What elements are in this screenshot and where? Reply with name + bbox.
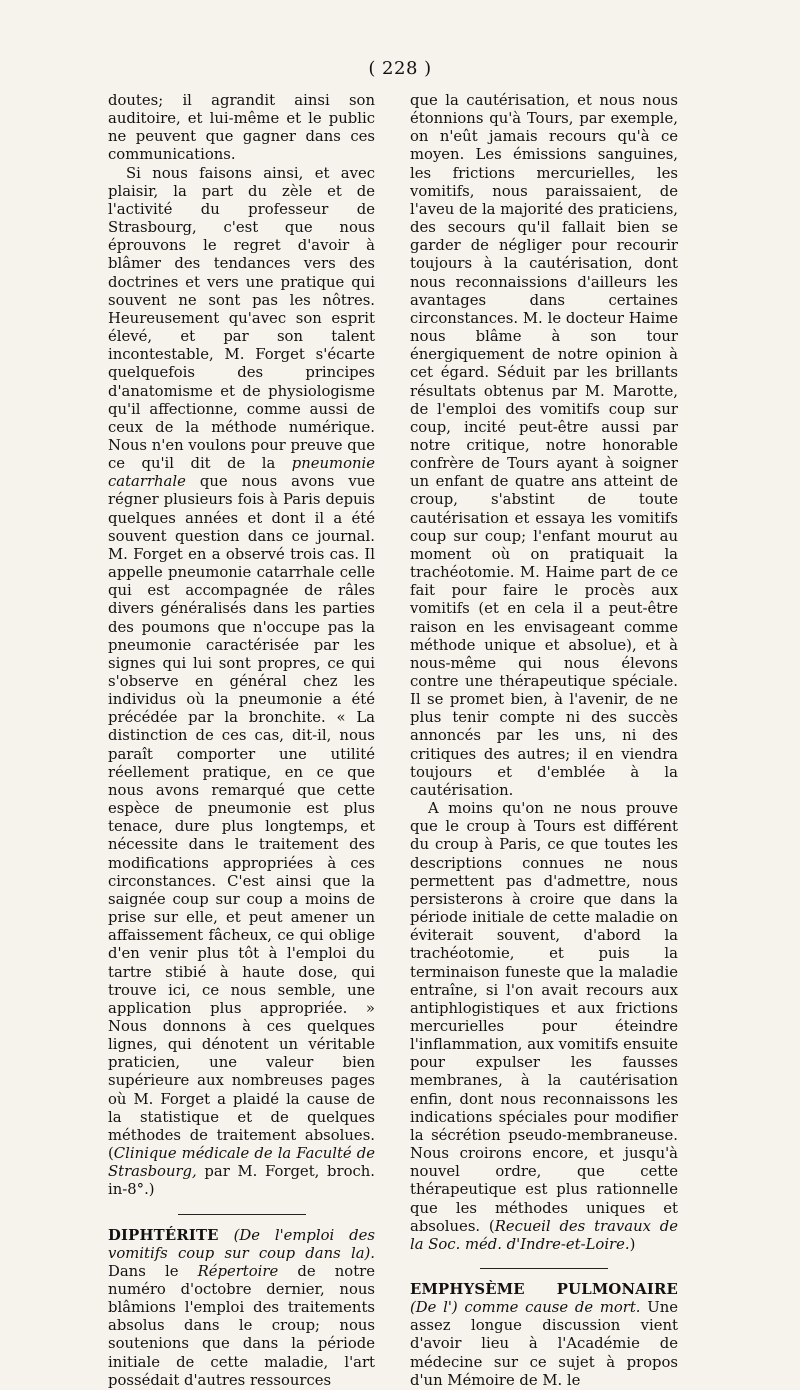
right-column [410, 92, 678, 1390]
paragraph: doutes; il agrandit ainsi son auditoire, et lui-même et le public ne peuvent que gagner dans ces communications. [108, 92, 375, 164]
article-heading: EMPHYSÈME PULMONAIRE [410, 1281, 678, 1298]
page-number: ( 228 ) [368, 58, 432, 79]
italic-term: Répertoire [197, 1262, 279, 1280]
text-run: de notre numéro d'octobre dernier, nous blâmions l'emploi des traitements absolus dans le croup; nous soutenions que dans la période initiale de cette maladie, l'art possédait d'autres ressources [108, 1262, 375, 1389]
article-diphterite [108, 1227, 375, 1390]
text-run: ) [629, 1235, 636, 1253]
italic-term: pneumonie catarrhale [108, 455, 375, 491]
article-subtitle: (De l'emploi des vomitifs coup sur coup dans la). [108, 1226, 375, 1262]
article-emphyseme [410, 1281, 678, 1390]
paragraph-forget [108, 165, 375, 1200]
text-run: Une assez longue discussion vient d'avoir lieu à l'Académie de médecine sur ce sujet à propos d'un Mémoire de M. le [410, 1299, 678, 1389]
citation-title: Clinique médicale de la Faculté de Strasbourg, [108, 1145, 375, 1181]
text-run: par M. Forget, broch. in-8°.) [108, 1163, 375, 1199]
text-run: Si nous faisons ainsi, et avec plaisir, la part du zèle et de l'activité du professeur de Strasbourg, c'est que nous éprouvons le regret d'avoir à blâmer des tendances vers des doctrines et vers une pratique qui souvent ne sont pas les nôtres. Heureusement qu'avec son esprit élevé, et par son talent incontestable, M. Forget s'écarte quelquefois des principes d'anatomisme et de physiologisme qu'il affectionne, comme aussi de ceux de la méthode numérique. Nous n'en voulons pour preuve que ce qu'il dit de la [108, 164, 375, 473]
article-subtitle: (De l') comme cause de mort. [410, 1299, 641, 1317]
text-run: A moins qu'on ne nous prouve que le croup à Tours est différent du croup à Paris, ce que toutes les descriptions connues ne nous permettent pas d'admettre, nous persisterons à croire que dans la période initiale de cette maladie on éviterait souvent, d'abord la trachéotomie, et puis la terminaison funeste que la maladie entraîne, si l'on avait recours aux antiphlogistiques et aux frictions mercurielles pour éteindre l'inflammation, aux vomitifs ensuite pour expulser les fausses membranes, à la cautérisation enfin, dont nous reconnaissons les indications spéciales pour modifier la sécrétion pseudo-membraneuse. Nous croirons encore, et jusqu'à nouvel ordre, que cette thérapeutique est plus rationnelle que les méthodes uniques et absolues. ( [410, 800, 678, 1235]
text-run: que nous avons vue régner plusieurs fois à Paris depuis quelques années et dont il a été souvent question dans ce journal. M. Forget en a observé trois cas. Il appelle pneumonie catarrhale celle qui est accompagnée de râles divers généralisés dans les parties des poumons que n'occupe pas la pneumonie caractérisée par les signes qui lui sont propres, ce qui s'observe en général chez les individus où la pneumonie a été précédée par la bronchite. « La distinction de ces cas, dit-il, nous paraît comporter une utilité réellement pratique, en ce que nous avons remarqué que cette espèce de pneumonie est plus tenace, dure plus longtemps, et nécessite dans le traitement des modifications appropriées à ces circonstances. C'est ainsi que la saignée coup sur coup a moins de prise sur elle, et peut amener un affaissement fâcheux, ce qui oblige d'en venir plus tôt à l'emploi du tartre stibié à haute dose, qui trouve ici, ce nous semble, une application plus appropriée. » Nous donnons à ces quelques lignes, qui dénotent un véritable praticien, une valeur bien supérieure aux nombreuses pages où M. Forget a plaidé la cause de la statistique et de quelques méthodes de traitement absolues. ( [108, 473, 375, 1163]
citation-title: Recueil des travaux de la Soc. méd. d'Indre-et-Loire. [410, 1217, 679, 1253]
paragraph: que la cautérisation, et nous nous étonnions qu'à Tours, par exemple, on n'eût jamais recours qu'à ce moyen. Les émissions sanguines, les frictions mercurielles, les vomitifs, nous paraissaient, de l'aveu de la majorité des praticiens, des secours qu'il fallait bien se garder de négliger pour recourir toujours à la cautérisation, dont nous reconnaissions d'ailleurs les avantages dans certaines circonstances. M. le docteur Haime nous blâme à son tour énergiquement de notre opinion à cet égard. Séduit par les brillants résultats obtenus par M. Marotte, de l'emploi des vomitifs coup sur coup, incité peut-être aussi par notre critique, notre honorable confrère de Tours ayant à soigner un enfant de quatre ans atteint de croup, s'abstint de toute cautérisation et essaya les vomitifs coup sur coup; l'enfant mourut au moment où on pratiquait la trachéotomie. M. Haime part de ce fait pour faire le procès aux vomitifs (et en cela il a peut-être raison en les envisageant comme méthode unique et absolue), et à nous-même qui nous élevons contre une thérapeutique spéciale. Il se promet bien, à l'avenir, de ne plus tenir compte ni des succès annoncés par les uns, ni des critiques des autres; il en viendra toujours et d'emblée à la cautérisation. [410, 92, 678, 799]
text-run: Dans le [108, 1262, 198, 1280]
section-divider [480, 1268, 608, 1269]
section-divider [178, 1214, 306, 1215]
article-heading: DIPHTÉRITE [108, 1226, 219, 1244]
left-column [108, 92, 375, 1390]
paragraph-conclusion [410, 800, 678, 1254]
